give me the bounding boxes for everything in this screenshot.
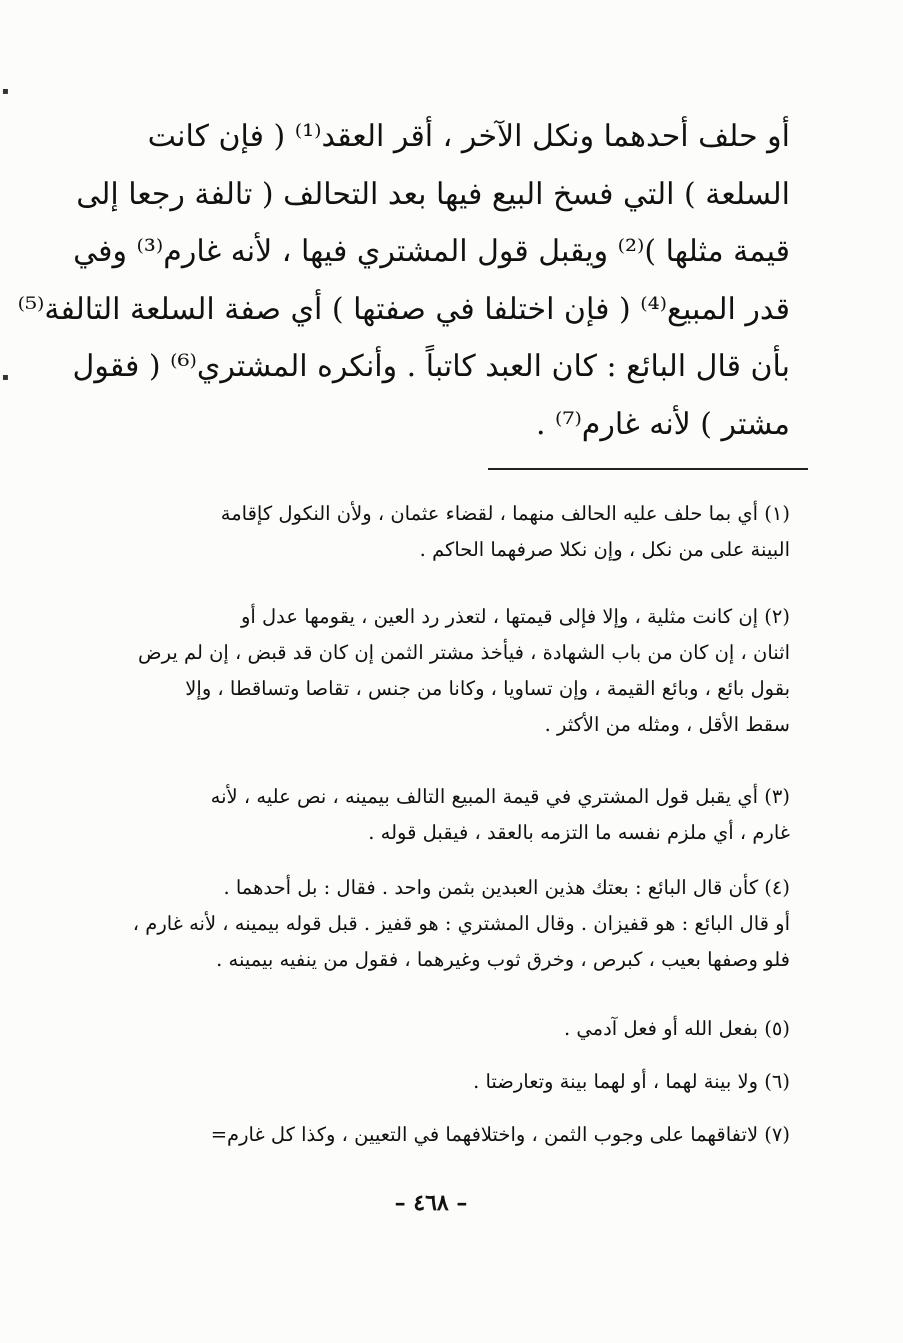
footnote-line: (٦) ولا بينة لهما ، أو لهما بينة وتعارضتا . — [473, 1070, 790, 1093]
footnote-line: (٥) بفعل الله أو فعل آدمي . — [564, 1017, 790, 1040]
footnote-2 — [74, 599, 790, 743]
footnote-line: فلو وصفها بعيب ، كبرص ، وخرق ثوب وغيرهما ، فقول من ينفيه بيمينه . — [216, 948, 790, 971]
footnote-4 — [74, 870, 790, 978]
footnote-5 — [74, 1011, 790, 1047]
margin-mark-middle: ▪ — [2, 372, 9, 383]
footnote-line: سقط الأقل ، ومثله من الأكثر . — [544, 713, 790, 736]
main-text-line: مشتر ) لأنه غارم⁽⁷⁾ . — [535, 406, 790, 442]
footnote-line: (٤) كأن قال البائع : بعتك هذين العبدين بثمن واحد . فقال : بل أحدهما . — [223, 876, 790, 899]
footnote-7 — [74, 1117, 790, 1153]
footnote-3 — [74, 779, 790, 851]
footnote-line: أو قال البائع : هو قفيزان . وقال المشتري : هو قفيز . قبل قوله بيمينه ، لأنه غارم ، — [132, 912, 790, 935]
footnote-line: (٣) أي يقبل قول المشتري في قيمة المبيع التالف بيمينه ، نص عليه ، لأنه — [210, 785, 790, 808]
page-number: – ٤٦٨ – — [394, 1190, 468, 1216]
footnote-line: بقول بائع ، وبائع القيمة ، وإن تساويا ، وكانا من جنس ، تقاصا وتساقطا ، وإلا — [185, 677, 790, 700]
main-text-line: قيمة مثلها )⁽²⁾ ويقبل قول المشتري فيها ، لأنه غارم⁽³⁾ وفي — [73, 234, 790, 269]
main-text-line: قدر المبيع⁽⁴⁾ ( فإن اختلفا في صفتها ) أي صفة السلعة التالفة⁽⁵⁾ — [17, 291, 790, 327]
main-text-line: أو حلف أحدهما ونكل الآخر ، أقر العقد⁽¹⁾ ( فإن كانت — [147, 119, 790, 154]
footnote-line: (١) أي بما حلف عليه الحالف منهما ، لقضاء عثمان ، ولأن النكول كإقامة — [220, 502, 790, 525]
main-text-line: السلعة ) التي فسخ البيع فيها بعد التحالف ( تالفة رجعا إلى — [76, 176, 790, 212]
footnote-1 — [74, 496, 790, 568]
footnote-line: (٧) لاتفاقهما على وجوب الثمن ، واختلافهما في التعيين ، وكذا كل غارم= — [210, 1123, 790, 1146]
footnote-line: البينة على من نكل ، وإن نكلا صرفهما الحاكم . — [419, 538, 790, 561]
margin-mark-top: ▪ — [2, 86, 9, 97]
footnote-line: اثنان ، إن كان من باب الشهادة ، فيأخذ مشتر الثمن إن كان قد قبض ، إن لم يرض — [138, 641, 790, 664]
footnote-6 — [74, 1064, 790, 1100]
footnote-separator — [488, 468, 808, 470]
main-text — [17, 108, 790, 453]
footnote-line: غارم ، أي ملزم نفسه ما التزمه بالعقد ، فيقبل قوله . — [368, 821, 790, 844]
footnote-line: (٢) إن كانت مثلية ، وإلا فإلى قيمتها ، لتعذر رد العين ، يقومها عدل أو — [240, 605, 790, 628]
main-text-line: بأن قال البائع : كان العبد كاتباً . وأنكره المشتري⁽⁶⁾ ( فقول — [72, 349, 790, 384]
